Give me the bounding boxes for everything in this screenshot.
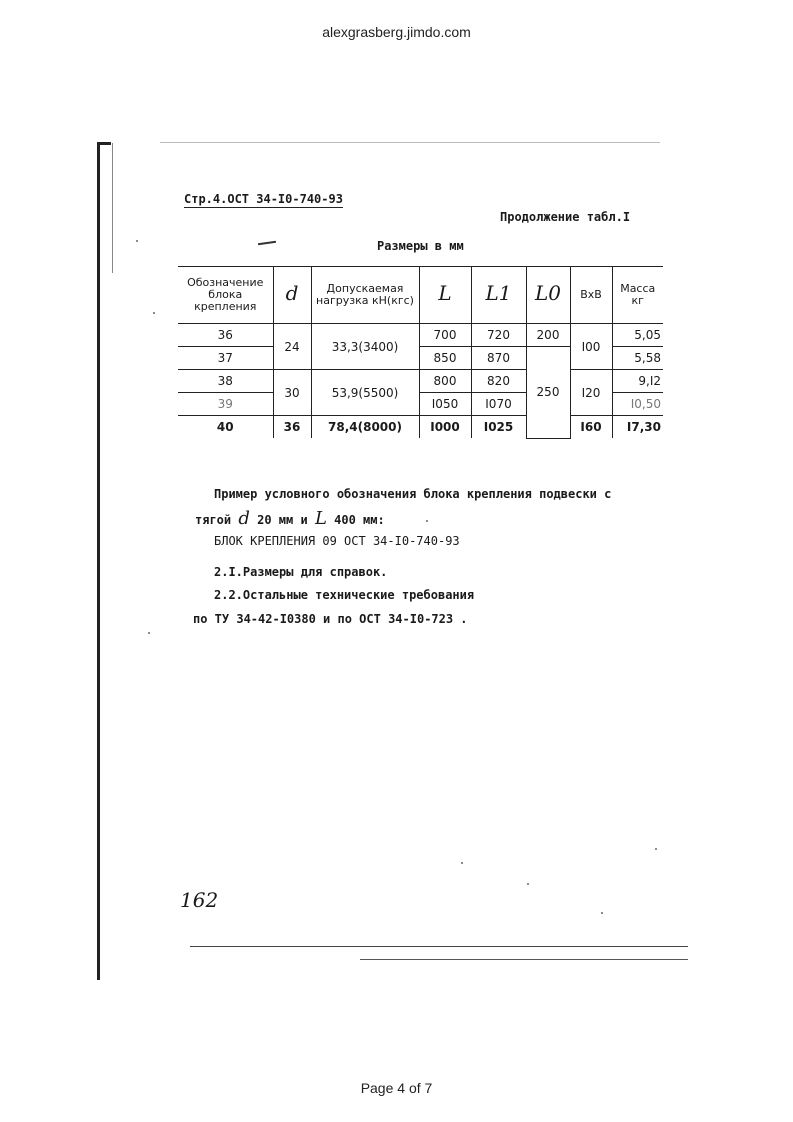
example-d-symbol: d <box>238 508 250 529</box>
example-line-2 <box>195 508 385 529</box>
example-L-symbol: L <box>314 508 327 529</box>
cell-d: 36 <box>273 416 311 439</box>
clause-2-2-line-2: по ТУ 34-42-I0380 и по ОСТ 34-I0-723 . <box>193 612 468 626</box>
cell-L1: I025 <box>471 416 526 439</box>
cell-mass: 9,I2 <box>612 370 663 393</box>
cell-designation: 38 <box>178 370 273 393</box>
table-continuation-label: Продолжение табл.I <box>500 210 631 224</box>
scan-top-line <box>160 142 660 143</box>
cell-mass: 5,58 <box>612 347 663 370</box>
cell-mass: I0,50 <box>612 393 663 416</box>
header-L-symbol: L <box>438 281 452 305</box>
example-rod-label: тягой <box>195 513 232 527</box>
cell-designation: 39 <box>178 393 273 416</box>
cell-bxb: I00 <box>570 324 612 370</box>
scan-mark <box>258 241 276 245</box>
dimensions-note: Размеры в мм <box>377 239 464 253</box>
cell-L: 850 <box>419 347 471 370</box>
example-line-1: Пример условного обозначения блока крепления подвески с <box>214 487 612 501</box>
cell-load: 78,4(8000) <box>311 416 419 439</box>
cell-designation: 40 <box>178 416 273 439</box>
header-mass: Масса кг <box>612 267 663 324</box>
cell-L: I050 <box>419 393 471 416</box>
cell-L0: 250 <box>526 347 570 439</box>
document-header: Стр.4.ОСТ 34-I0-740-93 <box>184 192 343 206</box>
header-L1 <box>471 267 526 324</box>
header-L0 <box>526 267 570 324</box>
cell-load: 33,3(3400) <box>311 324 419 370</box>
scan-speck <box>527 883 529 885</box>
cell-L: I000 <box>419 416 471 439</box>
scan-bottom-line-2 <box>360 959 688 960</box>
scan-border-top <box>97 142 111 145</box>
scan-border-left-inner <box>112 143 113 273</box>
cell-mass: 5,05 <box>612 324 663 347</box>
scan-speck <box>153 312 155 314</box>
example-designation: БЛОК КРЕПЛЕНИЯ 09 ОСТ 34-I0-740-93 <box>214 534 460 548</box>
scan-speck <box>148 632 150 634</box>
table-row <box>178 370 663 393</box>
cell-load: 53,9(5500) <box>311 370 419 416</box>
cell-L1: I070 <box>471 393 526 416</box>
cell-L0: 200 <box>526 324 570 347</box>
scan-speck <box>136 240 138 242</box>
scan-speck <box>601 912 603 914</box>
header-bxb: BxB <box>570 267 612 324</box>
header-d <box>273 267 311 324</box>
page-footer: Page 4 of 7 <box>360 1080 433 1096</box>
cell-L1: 870 <box>471 347 526 370</box>
site-header: alexgrasberg.jimdo.com <box>322 24 471 40</box>
cell-designation: 37 <box>178 347 273 370</box>
cell-bxb: I60 <box>570 416 612 439</box>
header-d-symbol: d <box>285 281 299 305</box>
header-designation: Обозначение блока крепления <box>178 267 273 324</box>
table-row <box>178 324 663 347</box>
header-L1-symbol: L1 <box>485 281 512 305</box>
scan-speck <box>655 848 657 850</box>
table-header-row <box>178 267 663 324</box>
cell-bxb: I20 <box>570 370 612 416</box>
clause-2-1: 2.I.Размеры для справок. <box>214 565 388 579</box>
clause-2-2-line-1: 2.2.Остальные технические требования <box>214 588 475 602</box>
example-L-value: 400 мм: <box>334 513 385 527</box>
cell-L: 800 <box>419 370 471 393</box>
cell-L1: 820 <box>471 370 526 393</box>
header-L <box>419 267 471 324</box>
cell-mass: I7,30 <box>612 416 663 439</box>
cell-d: 30 <box>273 370 311 416</box>
page-number: 162 <box>180 888 219 912</box>
scan-speck <box>426 520 428 522</box>
example-d-value: 20 мм и <box>257 513 308 527</box>
cell-designation: 36 <box>178 324 273 347</box>
scan-bottom-line <box>190 946 688 947</box>
header-L0-symbol: L0 <box>534 281 561 305</box>
scan-border-left <box>97 143 100 980</box>
header-load: Допускаемая нагрузка кН(кгс) <box>311 267 419 324</box>
cell-L: 700 <box>419 324 471 347</box>
scan-speck <box>461 862 463 864</box>
cell-d: 24 <box>273 324 311 370</box>
table-row <box>178 416 663 439</box>
cell-L1: 720 <box>471 324 526 347</box>
spec-table <box>178 266 663 439</box>
